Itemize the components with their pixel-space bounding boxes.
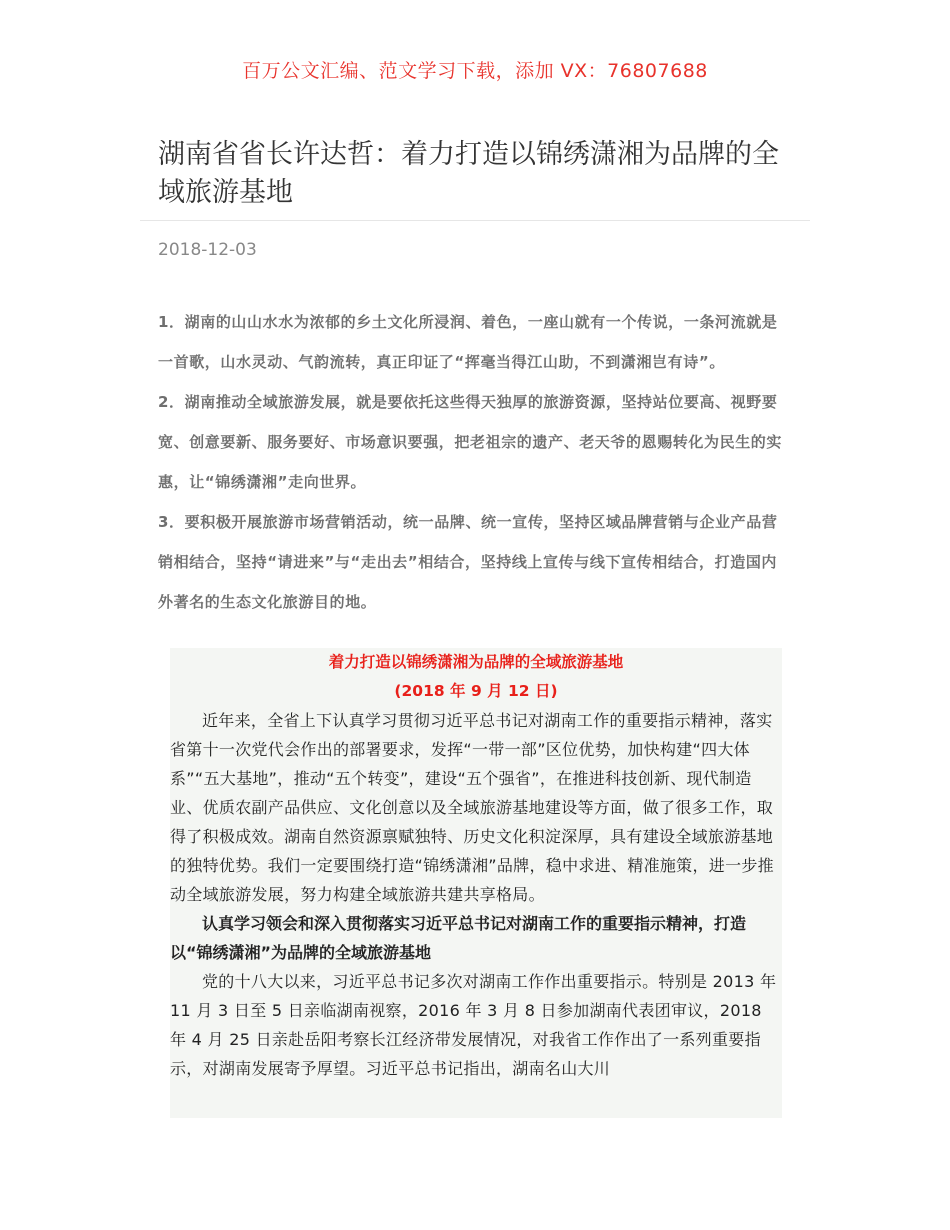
article-section-heading: 认真学习领会和深入贯彻落实习近平总书记对湖南工作的重要指示精神，打造以“锦绣潇湘”为品牌的全域旅游基地 [170,914,747,962]
summary-point-3: 3．要积极开展旅游市场营销活动，统一品牌、统一宣传，坚持区域品牌营销与企业产品营销相结合，坚持“请进来”与“走出去”相结合，坚持线上宣传与线下宣传相结合，打造国内外著名的生态文化旅游目的地。 [158,513,778,611]
page-title: 湖南省省长许达哲：着力打造以锦绣潇湘为品牌的全域旅游基地 [158,139,779,208]
article-paragraph: 近年来，全省上下认真学习贯彻习近平总书记对湖南工作的重要指示精神，落实省第十一次党代会作出的部署要求，发挥“一带一部”区位优势，加快构建“四大体系”“五大基地”，推动“五个转变”，建设“五个强省”，在推进科技创新、现代制造业、优质农副产品供应、文化创意以及全域旅游基地建设等方面，做了很多工作，取得了积极成效。湖南自然资源禀赋独特、历史文化积淀深厚，具有建设全域旅游基地的独特优势。我们一定要围绕打造“锦绣潇湘”品牌，稳中求进、精准施策，进一步推动全域旅游发展，努力构建全域旅游共建共享格局。 [170,711,774,904]
article-date: (2018 年 9 月 12 日) [394,682,558,700]
article-body [170,648,782,1118]
title-divider [140,220,810,221]
watermark-banner: 百万公文汇编、范文学习下载，添加 VX：76807688 [242,60,708,82]
summary-point-1: 1．湖南的山山水水为浓郁的乡土文化所浸润、着色，一座山就有一个传说，一条河流就是一首歌，山水灵动、气韵流转，真正印证了“挥毫当得江山助，不到潇湘岂有诗”。 [158,313,778,371]
summary-section [158,302,788,622]
article-title: 着力打造以锦绣潇湘为品牌的全域旅游基地 [328,653,624,671]
summary-point-2: 2．湖南推动全域旅游发展，就是要依托这些得天独厚的旅游资源，坚持站位要高、视野要宽、创意要新、服务要好、市场意识要强，把老祖宗的遗产、老天爷的恩赐转化为民生的实惠，让“锦绣潇湘”走向世界。 [158,393,783,491]
article-paragraph: 党的十八大以来，习近平总书记多次对湖南工作作出重要指示。特别是 2013 年 11 月 3 日至 5 日亲临湖南视察，2016 年 3 月 8 日参加湖南代表团审议，2018 年 4 月 25 日亲赴岳阳考察长江经济带发展情况，对我省工作作出了一系列重要指示，对湖南发展寄予厚望。习近平总书记指出，湖南名山大川 [170,972,777,1078]
publish-date: 2018-12-03 [158,240,257,260]
